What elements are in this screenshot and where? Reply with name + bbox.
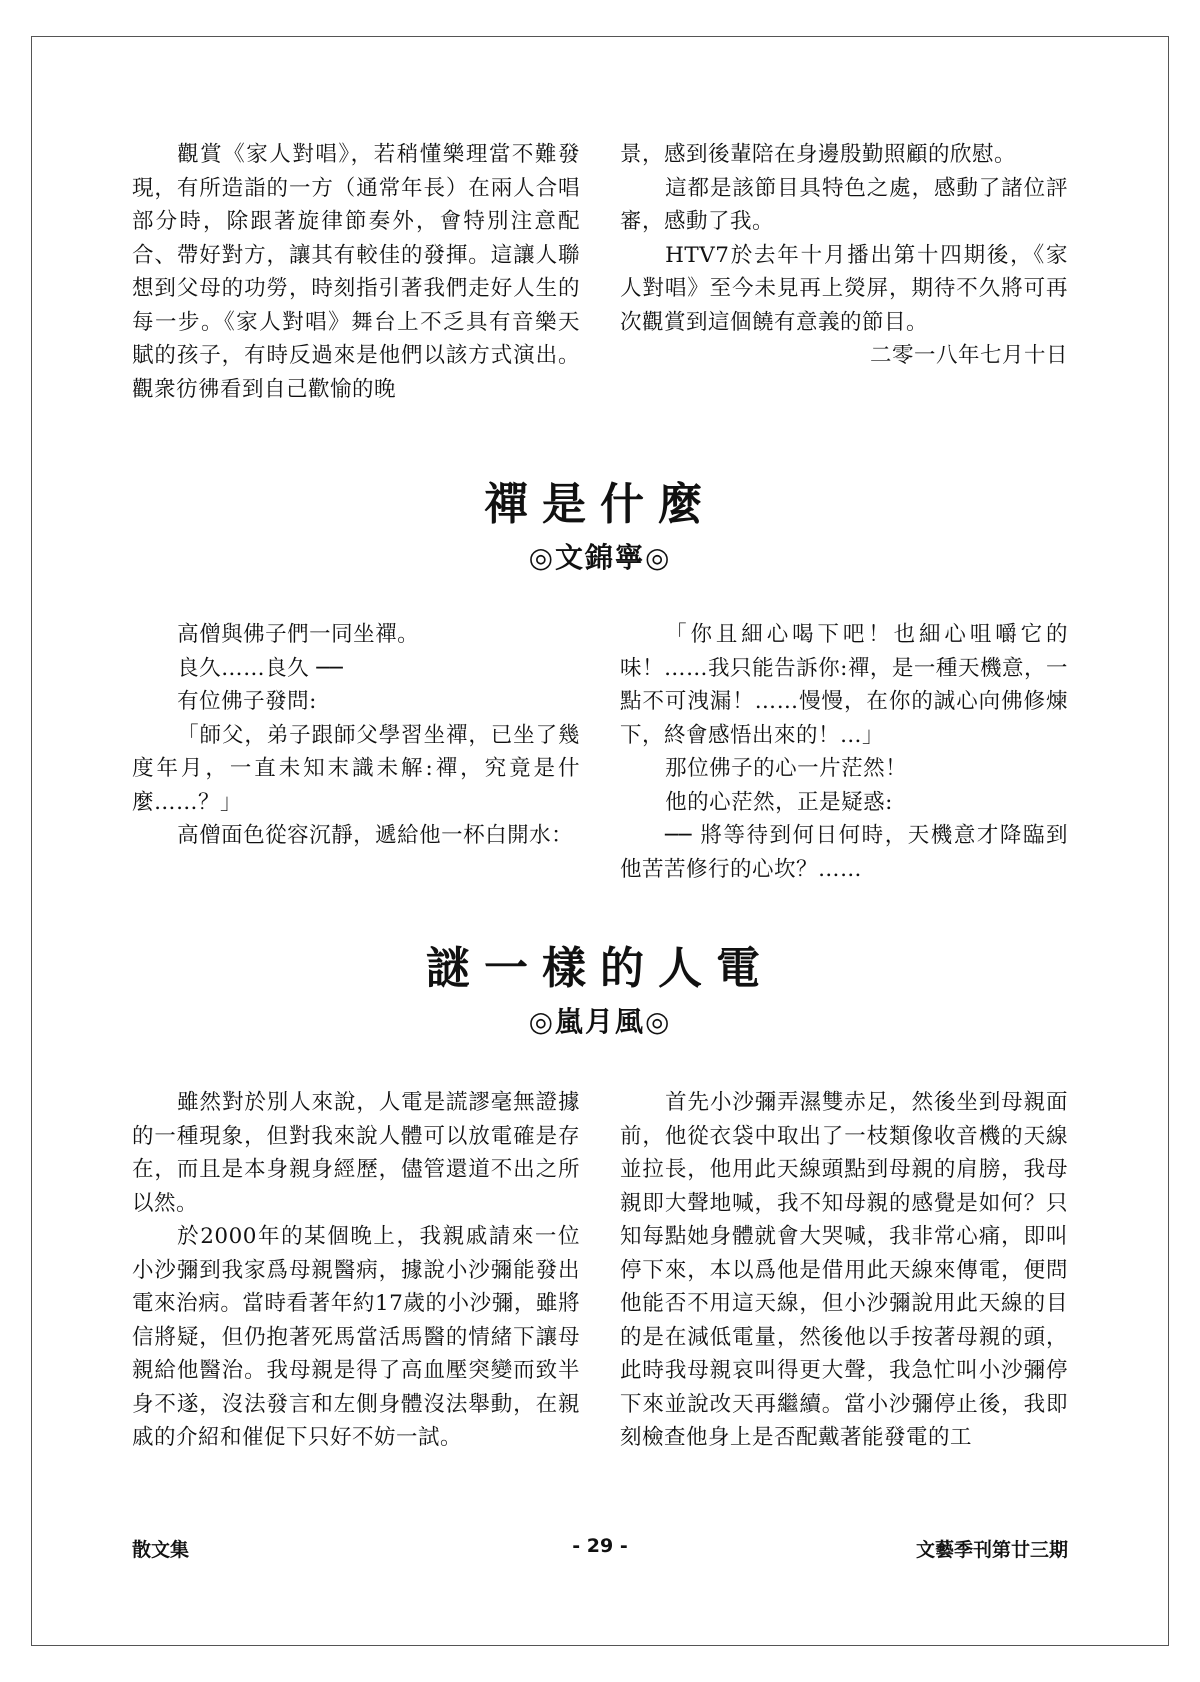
footer-publication: 文藝季刊第廿三期	[915, 1539, 1068, 1561]
paragraph: 雖然對於別人來說，人電是謊謬毫無證據的一種現象，但對我來說人體可以放電確是存在，而且是本身親身經歷，儘管還道不出之所以然。	[132, 1090, 580, 1216]
article2-left-column	[132, 618, 580, 853]
paragraph: 高僧面色從容沉靜，遞給他一杯白開水：	[177, 823, 574, 848]
article1-right-column	[620, 138, 1068, 373]
paragraph: 「你且細心喝下吧！也細心咀嚼它的味！……我只能告訴你:禪，是一種天機意，一點不可洩漏！……慢慢，在你的誠心向佛修煉下，終會感悟出來的！…」	[620, 622, 1068, 748]
paragraph: 高僧與佛子們一同坐禪。	[177, 622, 420, 647]
article2-title: 禪是什麼	[484, 479, 716, 530]
paragraph: 觀賞《家人對唱》，若稍懂樂理當不難發現，有所造詣的一方（通常年長）在兩人合唱部分時，除跟著旋律節奏外，會特別注意配合、帶好對方，讓其有較佳的發揮。這讓人聯想到父母的功勞，時刻指引著我們走好人生的每一步。《家人對唱》舞台上不乏具有音樂天賦的孩子，有時反過來是他們以該方式演出。觀衆彷彿看到自己歡愉的晚	[132, 142, 580, 402]
article2-right-column	[620, 618, 1068, 886]
article1-date: 二零一八年七月十日	[869, 343, 1068, 368]
paragraph: 首先小沙彌弄濕雙赤足，然後坐到母親面前，他從衣袋中取出了一枝類像收音機的天線並拉長，他用此天線頭點到母親的肩膀，我母親即大聲地喊，我不知母親的感覺是如何？只知每點她身體就會大哭喊，我非常心痛，即叫停下來，本以爲他是借用此天線來傳電，便問他能否不用這天線，但小沙彌說用此天線的目的是在減低電量，然後他以手按著母親的頭，此時我母親哀叫得更大聲，我急忙叫小沙彌停下來並說改天再繼續。當小沙彌停止後，我即刻檢查他身上是否配戴著能發電的工	[620, 1090, 1068, 1450]
paragraph: 景，感到後輩陪在身邊殷勤照顧的欣慰。	[620, 142, 1017, 167]
paragraph: 那位佛子的心一片茫然！	[665, 756, 908, 781]
paragraph: ── 將等待到何日何時，天機意才降臨到他苦苦修行的心坎？……	[620, 823, 1068, 882]
article1-left-column	[132, 138, 580, 406]
paragraph: 於2000年的某個晚上，我親戚請來一位小沙彌到我家爲母親醫病，據說小沙彌能發出電來治病。當時看著年約17歲的小沙彌，雖將信將疑，但仍抱著死馬當活馬醫的情緒下讓母親給他醫治。我母親是得了高血壓突變而致半身不遂，沒法發言和左側身體沒法舉動，在親戚的介紹和催促下只好不妨一試。	[132, 1224, 580, 1450]
paragraph: 良久……良久 ──	[177, 655, 344, 681]
article2-author: ◎文錦寧◎	[528, 541, 672, 574]
article3-left-column	[132, 1086, 580, 1455]
paragraph: HTV7於去年十月播出第十四期後，《家人對唱》至今未見再上熒屏，期待不久將可再次觀賞到這個饒有意義的節目。	[620, 242, 1068, 335]
paragraph: 有位佛子發問:	[177, 689, 317, 714]
paragraph: 這都是該節目具特色之處，感動了諸位評審，感動了我。	[620, 175, 1068, 234]
footer-section-name: 散文集	[132, 1539, 190, 1561]
paragraph: 他的心茫然，正是疑惑:	[665, 789, 893, 815]
footer-page-number: - 29 -	[572, 1535, 628, 1557]
article3-author: ◎嵐月風◎	[528, 1005, 672, 1038]
article3-right-column	[620, 1086, 1068, 1455]
paragraph: 「師父，弟子跟師父學習坐禪，已坐了幾度年月，一直未知末識未解:禪，究竟是什麼……？」	[132, 722, 580, 815]
article3-title: 謎一樣的人電	[426, 943, 774, 994]
